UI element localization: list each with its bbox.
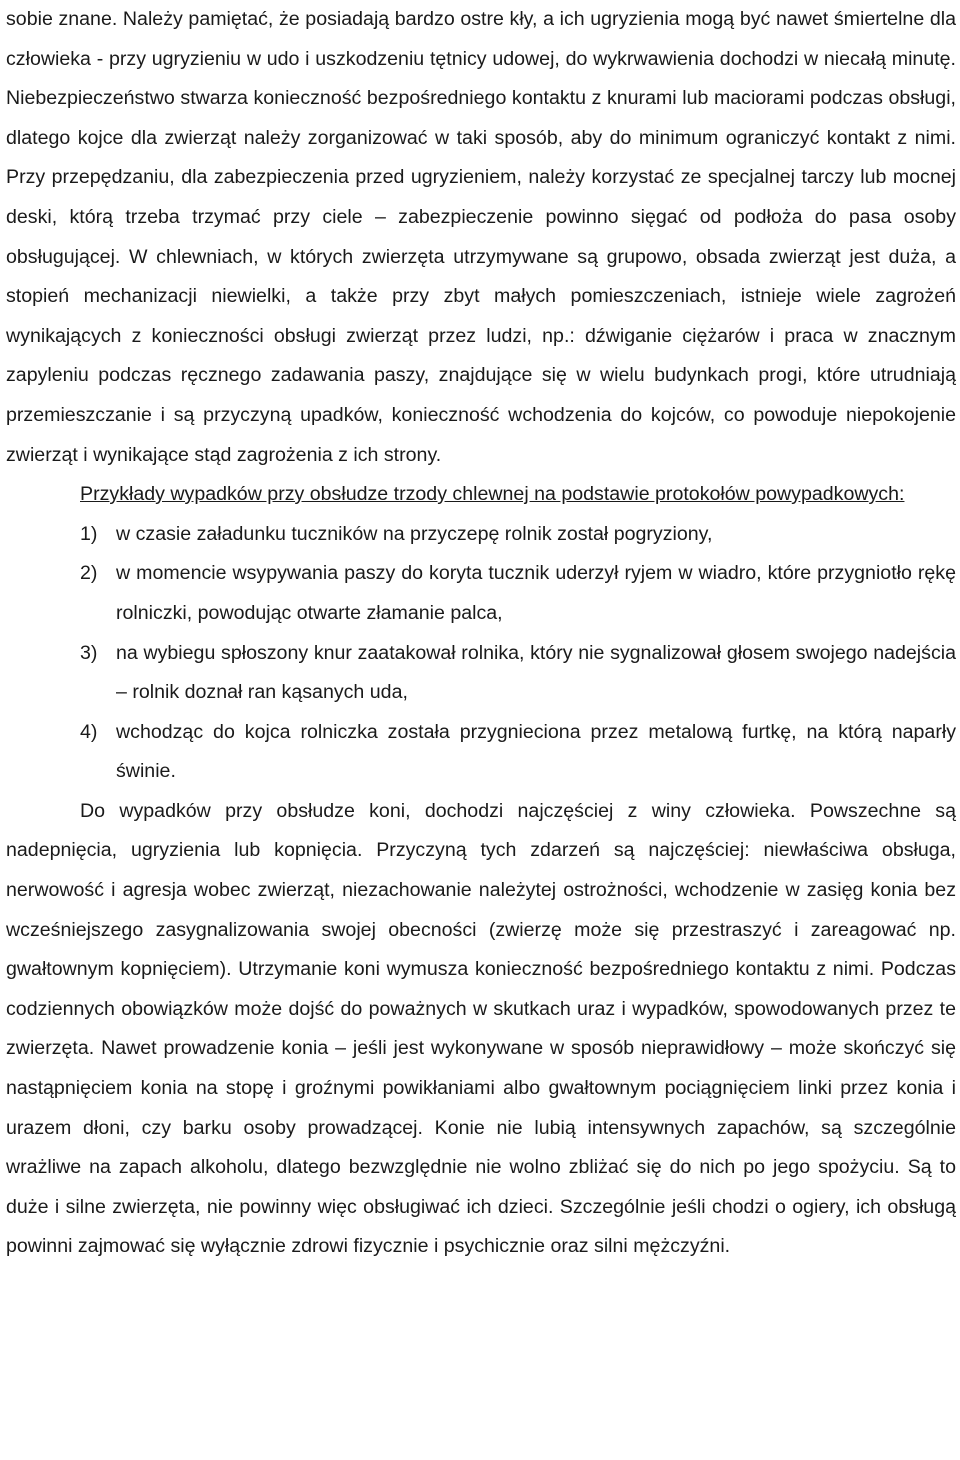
list-item-number: 1) <box>80 522 98 545</box>
list-item <box>6 554 956 633</box>
list-item <box>6 634 956 713</box>
list-item <box>6 515 956 555</box>
list-item <box>6 713 956 792</box>
list-item-text: na wybiegu spłoszony knur zaatakował rolnika, który nie sygnalizował głosem swojego nadejścia – rolnik doznał ran kąsanych uda, <box>116 641 956 704</box>
list-item-number: 3) <box>80 641 98 664</box>
accident-list <box>6 515 956 792</box>
section-heading-pig-accidents: Przykłady wypadków przy obsłudze trzody chlewnej na podstawie protokołów powypadkowych: <box>80 483 905 506</box>
paragraph-pigs-hazards: sobie znane. Należy pamiętać, że posiadają bardzo ostre kły, a ich ugryzienia mogą być nawet śmiertelne dla człowieka - przy ugryzieniu w udo i uszkodzeniu tętnicy udowej, do wykrwawienia dochodzi w niecałą minutę. Niebezpieczeństwo stwarza konieczność bezpośredniego kontaktu z knurami lub maciorami podczas obsługi, dlatego kojce dla zwierząt należy zorganizować w taki sposób, aby do minimum ograniczyć kontakt z nimi. Przy przepędzaniu, dla zabezpieczenia przed ugryzieniem, należy korzystać ze specjalnej tarczy lub mocnej deski, którą trzeba trzymać przy ciele – zabezpieczenie powinno sięgać od podłoża do pasa osoby obsługującej. W chlewniach, w których zwierzęta utrzymywane są grupowo, obsada zwierząt jest duża, a stopień mechanizacji niewielki, a także przy zbyt małych pomieszczeniach, istnieje wiele zagrożeń wynikających z konieczności obsługi zwierząt przez ludzi, np.: dźwiganie ciężarów i praca w znacznym zapyleniu podczas ręcznego zadawania paszy, znajdujące się w wielu budynkach progi, które utrudniają przemieszczanie i są przyczyną upadków, konieczność wchodzenia do kojców, co powoduje niepokojenie zwierząt i wynikające stąd zagrożenia z ich strony. <box>6 8 956 466</box>
list-item-text: wchodząc do kojca rolniczka została przygnieciona przez metalową furtkę, na którą naparły świnie. <box>116 720 956 783</box>
paragraph-horses-hazards: Do wypadków przy obsłudze koni, dochodzi najczęściej z winy człowieka. Powszechne są nadepnięcia, ugryzienia lub kopnięcia. Przyczyną tych zdarzeń są najczęściej: niewłaściwa obsługa, nerwowość i agresja wobec zwierząt, niezachowanie należytej ostrożności, wchodzenie w zasięg konia bez wcześniejszego zasygnalizowania swojej obecności (zwierzę może się przestraszyć i zareagować np. gwałtownym kopnięciem). Utrzymanie koni wymusza konieczność bezpośredniego kontaktu z nimi. Podczas codziennych obowiązków może dojść do poważnych w skutkach uraz i wypadków, spowodowanych przez te zwierzęta. Nawet prowadzenie konia – jeśli jest wykonywane w sposób nieprawidłowy – może skończyć się nastąpnięciem konia na stopę i groźnymi powikłaniami albo gwałtownym pociągnięciem linki przez konia i urazem dłoni, czy barku osoby prowadzącej. Konie nie lubią intensywnych zapachów, są szczególnie wrażliwe na zapach alkoholu, dlatego bezwzględnie nie wolno zbliżać się do nich po jego spożyciu. Są to duże i silne zwierzęta, nie powinny więc obsługiwać ich dzieci. Szczególnie jeśli chodzi o ogiery, ich obsługą powinni zajmować się wyłącznie zdrowi fizycznie i psychicznie oraz silni mężczyźni. <box>6 799 956 1258</box>
list-item-number: 4) <box>80 720 98 743</box>
list-item-text: w momencie wsypywania paszy do koryta tucznik uderzył ryjem w wiadro, które przygniotło rękę rolniczki, powodując otwarte złamanie palca, <box>116 562 956 624</box>
document-page <box>6 0 956 1267</box>
list-item-text: w czasie załadunku tuczników na przyczepę rolnik został pogryziony, <box>116 522 713 545</box>
list-item-number: 2) <box>80 562 98 585</box>
